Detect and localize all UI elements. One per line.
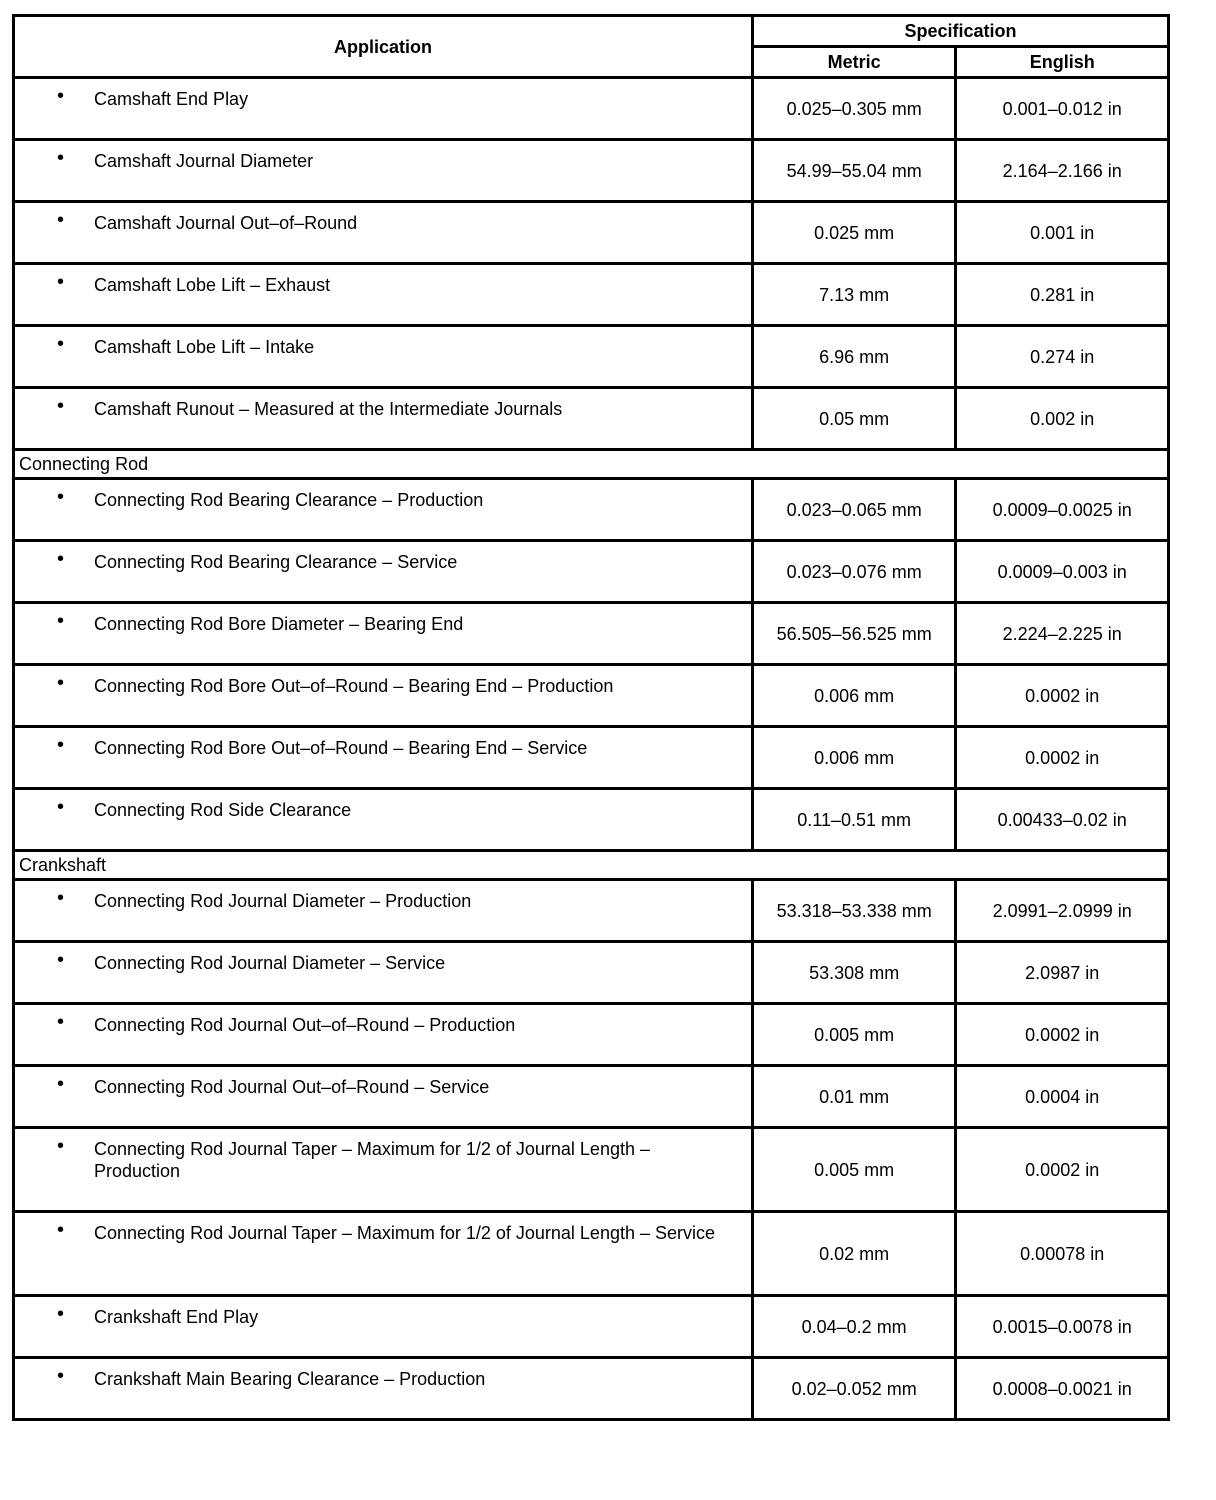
application-text: Camshaft Journal Diameter xyxy=(94,151,314,171)
metric-value: 0.006 mm xyxy=(752,665,956,727)
application-cell xyxy=(14,603,753,665)
application-cell xyxy=(14,264,753,326)
english-value: 0.0015–0.0078 in xyxy=(956,1296,1169,1358)
application-header: Application xyxy=(14,16,753,78)
table-row xyxy=(14,326,1169,388)
bullet-icon: • xyxy=(57,1073,65,1095)
application-cell xyxy=(14,326,753,388)
english-value: 0.281 in xyxy=(956,264,1169,326)
bullet-icon: • xyxy=(57,209,65,231)
bullet-icon: • xyxy=(57,85,65,107)
application-cell xyxy=(14,1066,753,1128)
english-value: 0.0004 in xyxy=(956,1066,1169,1128)
table-row xyxy=(14,541,1169,603)
application-cell xyxy=(14,388,753,450)
metric-value: 0.023–0.076 mm xyxy=(752,541,956,603)
application-text: Connecting Rod Journal Out–of–Round – Production xyxy=(94,1015,516,1035)
spec-table xyxy=(12,14,1170,1421)
metric-value: 53.308 mm xyxy=(752,942,956,1004)
bullet-icon: • xyxy=(57,949,65,971)
bullet-icon: • xyxy=(57,1135,65,1157)
application-cell xyxy=(14,789,753,851)
english-value: 0.0002 in xyxy=(956,1128,1169,1212)
table-row xyxy=(14,880,1169,942)
table-row xyxy=(14,78,1169,140)
english-value: 0.00433–0.02 in xyxy=(956,789,1169,851)
bullet-icon: • xyxy=(57,147,65,169)
bullet-icon: • xyxy=(57,1303,65,1325)
table-row xyxy=(14,1296,1169,1358)
metric-value: 0.025–0.305 mm xyxy=(752,78,956,140)
table-row xyxy=(14,665,1169,727)
table-row xyxy=(14,942,1169,1004)
specification-header: Specification xyxy=(752,16,1168,47)
metric-value: 0.04–0.2 mm xyxy=(752,1296,956,1358)
english-value: 0.274 in xyxy=(956,326,1169,388)
table-header xyxy=(14,16,1169,78)
table-row xyxy=(14,264,1169,326)
application-text: Connecting Rod Bore Diameter – Bearing End xyxy=(94,614,464,634)
application-text: Camshaft Lobe Lift – Intake xyxy=(94,337,315,357)
english-value: 0.002 in xyxy=(956,388,1169,450)
english-value: 0.001 in xyxy=(956,202,1169,264)
application-cell xyxy=(14,727,753,789)
metric-value: 6.96 mm xyxy=(752,326,956,388)
application-text: Connecting Rod Journal Diameter – Service xyxy=(94,953,446,973)
application-cell xyxy=(14,1004,753,1066)
metric-value: 0.11–0.51 mm xyxy=(752,789,956,851)
bullet-icon: • xyxy=(57,796,65,818)
english-value: 0.0002 in xyxy=(956,665,1169,727)
table-row xyxy=(14,140,1169,202)
metric-value: 56.505–56.525 mm xyxy=(752,603,956,665)
english-value: 0.0002 in xyxy=(956,727,1169,789)
bullet-icon: • xyxy=(57,610,65,632)
application-text: Camshaft End Play xyxy=(94,89,249,109)
english-value: 0.0002 in xyxy=(956,1004,1169,1066)
application-cell xyxy=(14,479,753,541)
english-value: 2.164–2.166 in xyxy=(956,140,1169,202)
table-row xyxy=(14,1066,1169,1128)
application-cell xyxy=(14,78,753,140)
metric-value: 0.02 mm xyxy=(752,1212,956,1296)
english-value: 0.001–0.012 in xyxy=(956,78,1169,140)
application-text: Crankshaft End Play xyxy=(94,1307,259,1327)
metric-value: 0.005 mm xyxy=(752,1004,956,1066)
bullet-icon: • xyxy=(57,271,65,293)
bullet-icon: • xyxy=(57,1219,65,1241)
table-row xyxy=(14,1128,1169,1212)
bullet-icon: • xyxy=(57,333,65,355)
application-cell xyxy=(14,1296,753,1358)
application-text: Connecting Rod Bearing Clearance – Production xyxy=(94,490,484,510)
metric-value: 0.005 mm xyxy=(752,1128,956,1212)
english-value: 2.0991–2.0999 in xyxy=(956,880,1169,942)
application-cell xyxy=(14,880,753,942)
application-text: Connecting Rod Bore Out–of–Round – Bearing End – Production xyxy=(94,676,614,696)
section-title: Connecting Rod xyxy=(14,450,1169,479)
english-value: 2.224–2.225 in xyxy=(956,603,1169,665)
table-body xyxy=(14,78,1169,1420)
metric-value: 53.318–53.338 mm xyxy=(752,880,956,942)
application-text: Connecting Rod Bearing Clearance – Service xyxy=(94,552,458,572)
metric-value: 0.023–0.065 mm xyxy=(752,479,956,541)
application-cell xyxy=(14,1358,753,1420)
application-text: Connecting Rod Journal Taper – Maximum for 1/2 of Journal Length – Production xyxy=(94,1139,650,1181)
table-row xyxy=(14,1004,1169,1066)
table-row xyxy=(14,388,1169,450)
table-row xyxy=(14,727,1169,789)
bullet-icon: • xyxy=(57,734,65,756)
metric-value: 54.99–55.04 mm xyxy=(752,140,956,202)
table-row xyxy=(14,789,1169,851)
metric-value: 7.13 mm xyxy=(752,264,956,326)
application-text: Connecting Rod Journal Taper – Maximum for 1/2 of Journal Length – Service xyxy=(94,1223,716,1243)
bullet-icon: • xyxy=(57,672,65,694)
table-row xyxy=(14,202,1169,264)
metric-value: 0.025 mm xyxy=(752,202,956,264)
application-cell xyxy=(14,140,753,202)
application-text: Camshaft Runout – Measured at the Intermediate Journals xyxy=(94,399,563,419)
english-value: 0.0009–0.003 in xyxy=(956,541,1169,603)
bullet-icon: • xyxy=(57,486,65,508)
application-cell xyxy=(14,665,753,727)
metric-header: Metric xyxy=(752,47,956,78)
metric-value: 0.02–0.052 mm xyxy=(752,1358,956,1420)
english-value: 0.00078 in xyxy=(956,1212,1169,1296)
application-text: Camshaft Journal Out–of–Round xyxy=(94,213,358,233)
bullet-icon: • xyxy=(57,1365,65,1387)
table-row xyxy=(14,1358,1169,1420)
table-row xyxy=(14,479,1169,541)
section-title: Crankshaft xyxy=(14,851,1169,880)
table-row xyxy=(14,1212,1169,1296)
section-row xyxy=(14,851,1169,880)
bullet-icon: • xyxy=(57,548,65,570)
english-header: English xyxy=(956,47,1169,78)
bullet-icon: • xyxy=(57,1011,65,1033)
application-cell xyxy=(14,202,753,264)
metric-value: 0.01 mm xyxy=(752,1066,956,1128)
application-text: Crankshaft Main Bearing Clearance – Production xyxy=(94,1369,486,1389)
bullet-icon: • xyxy=(57,395,65,417)
application-text: Connecting Rod Journal Out–of–Round – Service xyxy=(94,1077,490,1097)
table-row xyxy=(14,603,1169,665)
english-value: 0.0009–0.0025 in xyxy=(956,479,1169,541)
application-cell xyxy=(14,1212,753,1296)
english-value: 2.0987 in xyxy=(956,942,1169,1004)
application-text: Connecting Rod Bore Out–of–Round – Bearing End – Service xyxy=(94,738,588,758)
section-row xyxy=(14,450,1169,479)
application-cell xyxy=(14,942,753,1004)
application-cell xyxy=(14,541,753,603)
metric-value: 0.006 mm xyxy=(752,727,956,789)
application-text: Connecting Rod Journal Diameter – Production xyxy=(94,891,472,911)
application-cell xyxy=(14,1128,753,1212)
english-value: 0.0008–0.0021 in xyxy=(956,1358,1169,1420)
application-text: Connecting Rod Side Clearance xyxy=(94,800,352,820)
bullet-icon: • xyxy=(57,887,65,909)
application-text: Camshaft Lobe Lift – Exhaust xyxy=(94,275,331,295)
metric-value: 0.05 mm xyxy=(752,388,956,450)
